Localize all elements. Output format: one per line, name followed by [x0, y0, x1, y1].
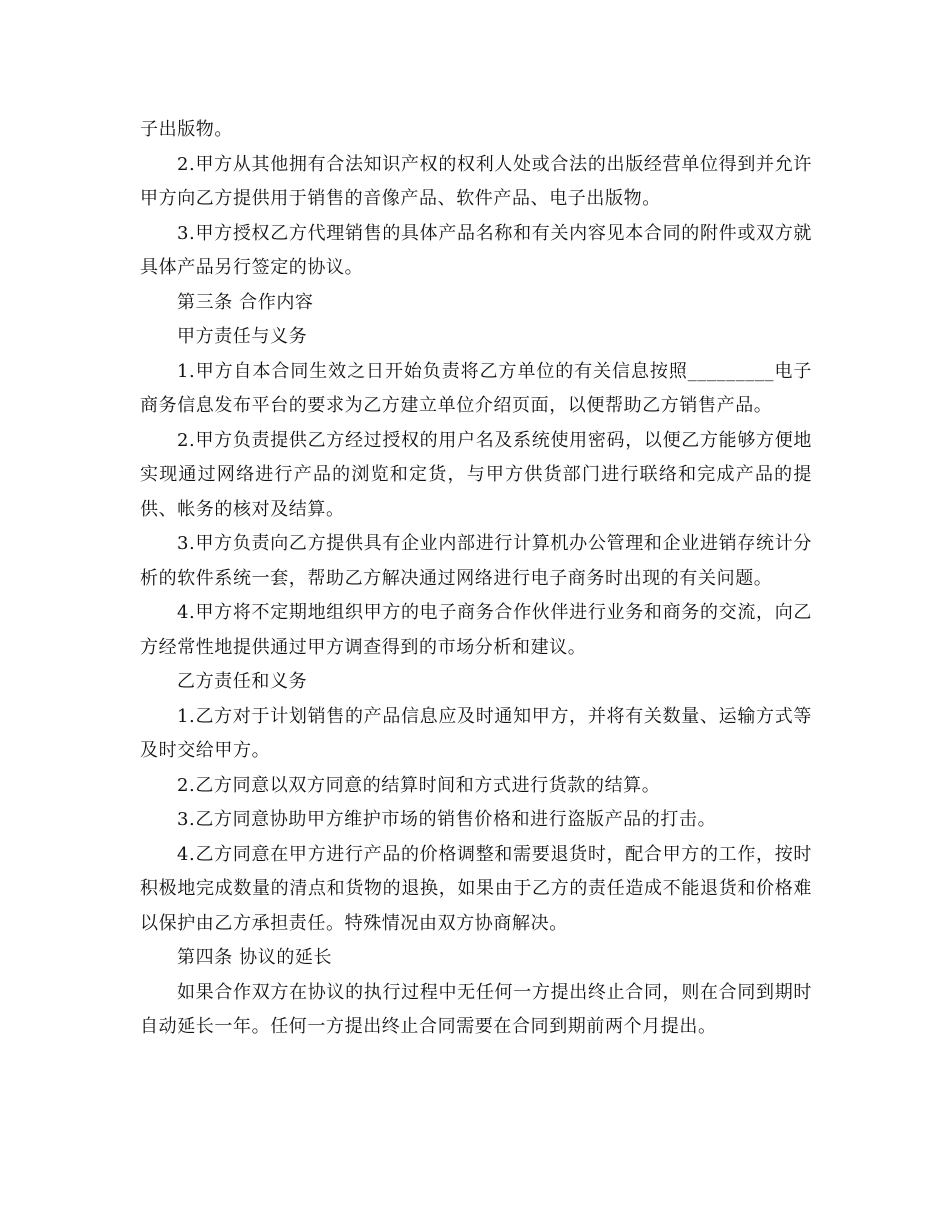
paragraph-party-b-4: 4.乙方同意在甲方进行产品的价格调整和需要退货时，配合甲方的工作，按时积极地完成数量的清点和货物的退换，如果由于乙方的责任造成不能退货和价格难以保护由乙方承担责任。特殊情况由双方协商解决。	[140, 843, 812, 934]
paragraph-party-a-1: 1.甲方自本合同生效之日开始负责将乙方单位的有关信息按照_________电子商务信息发布平台的要求为乙方建立单位介绍页面，以便帮助乙方销售产品。	[140, 360, 812, 416]
paragraph-continuation: 子出版物。	[140, 119, 233, 140]
paragraph-party-a-4: 4.甲方将不定期地组织甲方的电子商务合作伙伴进行业务和商务的交流，向乙方经常性地提供通过甲方调查得到的市场分析和建议。	[140, 602, 812, 658]
section-heading-article-3: 第三条 合作内容	[177, 291, 314, 313]
subheading-party-a-duties: 甲方责任与义务	[177, 326, 308, 347]
paragraph-party-a-2: 2.甲方负责提供乙方经过授权的用户名及系统使用密码，以便乙方能够方便地实现通过网络进行产品的浏览和定货，与甲方供货部门进行联络和完成产品的提供、帐务的核对及结算。	[140, 429, 812, 520]
paragraph-clause-2-3: 3.甲方授权乙方代理销售的具体产品名称和有关内容见本合同的附件或双方就具体产品另行签定的协议。	[140, 222, 812, 278]
paragraph-clause-2-2: 2.甲方从其他拥有合法知识产权的权利人处或合法的出版经营单位得到并允许甲方向乙方提供用于销售的音像产品、软件产品、电子出版物。	[140, 153, 812, 209]
paragraph-party-b-1: 1.乙方对于计划销售的产品信息应及时通知甲方，并将有关数量、运输方式等及时交给甲方。	[140, 705, 812, 761]
section-heading-article-4: 第四条 协议的延长	[177, 947, 333, 968]
paragraph-extension: 如果合作双方在协议的执行过程中无任何一方提出终止合同，则在合同到期时自动延长一年。任何一方提出终止合同需要在合同到期前两个月提出。	[140, 981, 812, 1037]
paragraph-party-b-2: 2.乙方同意以双方同意的结算时间和方式进行货款的结算。	[177, 774, 661, 796]
paragraph-party-b-3: 3.乙方同意协助甲方维护市场的销售价格和进行盗版产品的打击。	[177, 809, 717, 830]
subheading-party-b-duties: 乙方责任和义务	[177, 671, 308, 692]
document-body	[140, 113, 812, 1045]
paragraph-party-a-3: 3.甲方负责向乙方提供具有企业内部进行计算机办公管理和企业进销存统计分析的软件系统一套，帮助乙方解决通过网络进行电子商务时出现的有关问题。	[140, 533, 812, 589]
